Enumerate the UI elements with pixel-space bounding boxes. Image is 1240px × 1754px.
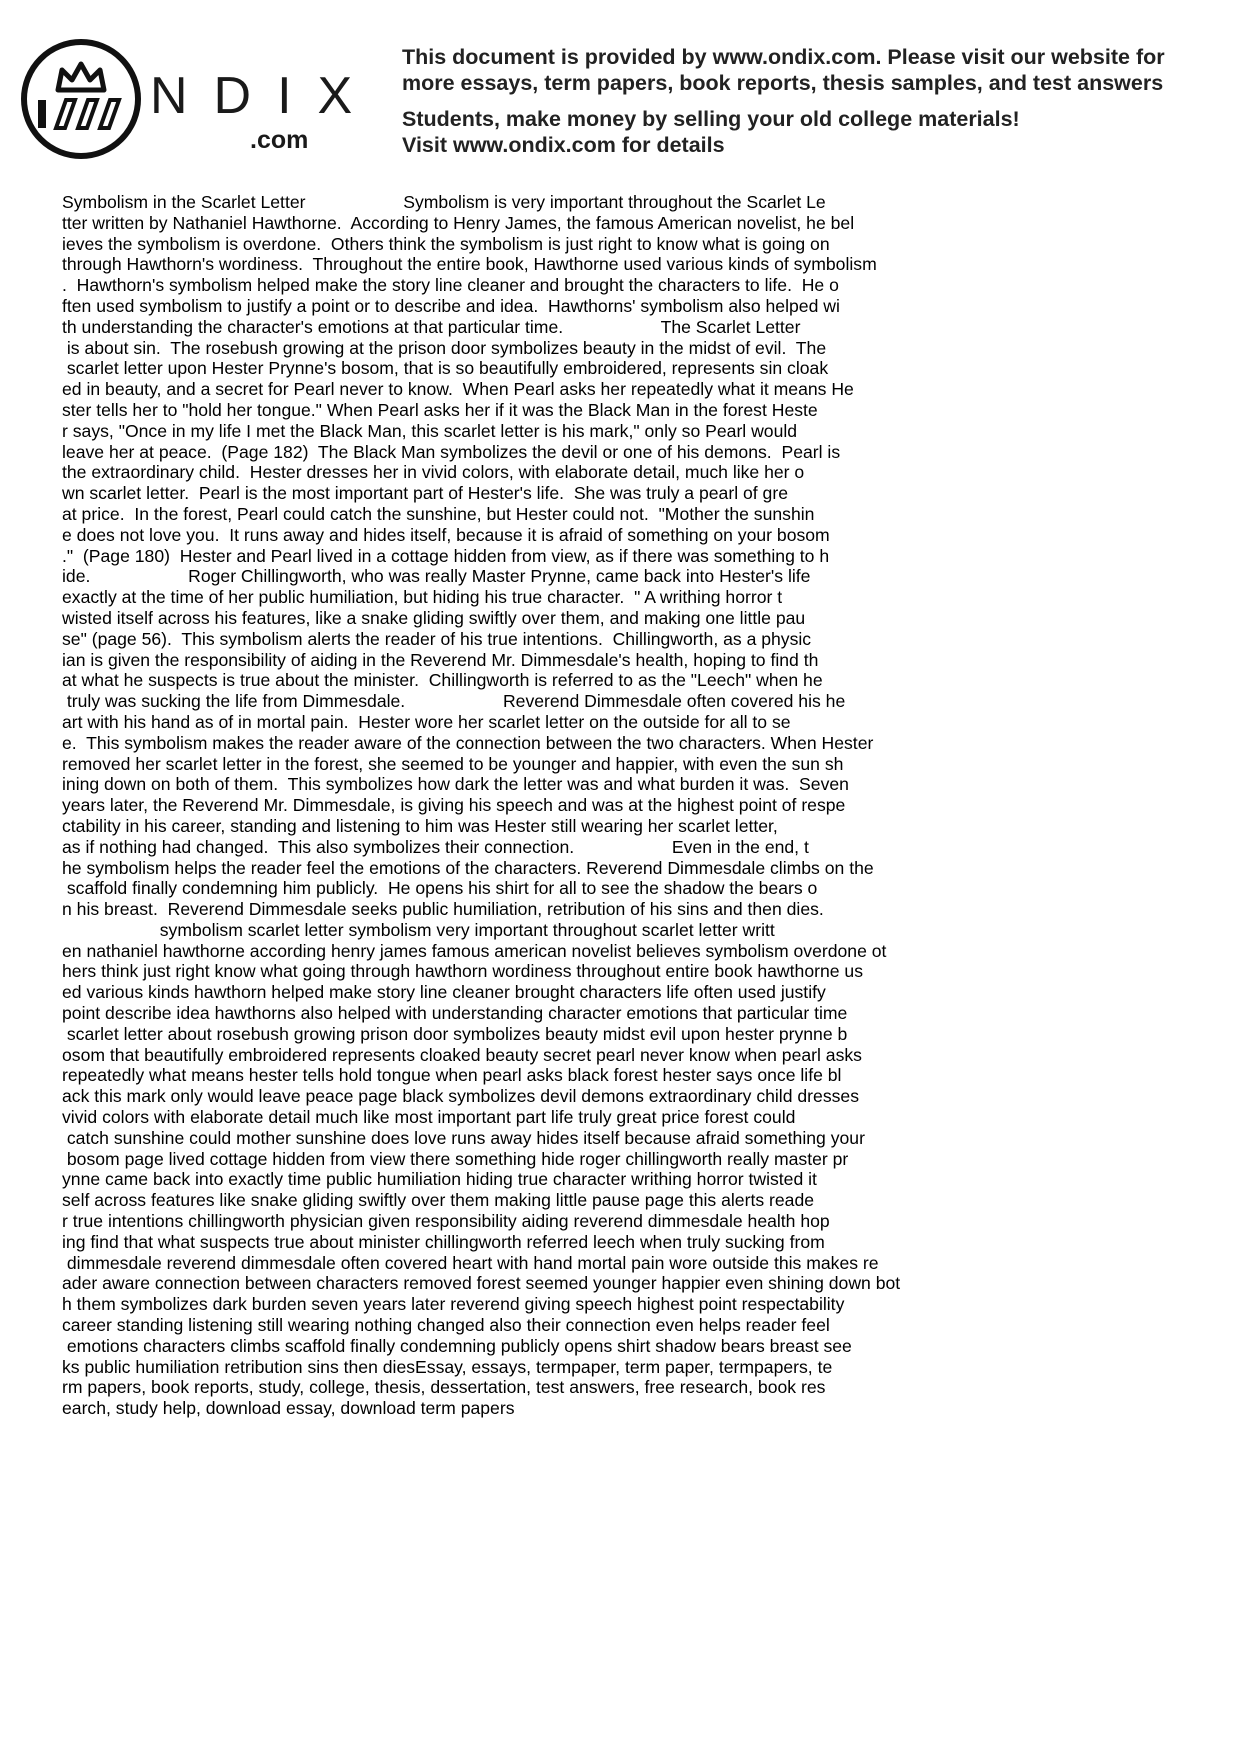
essay-line: ed in beauty, and a secret for Pearl never to know. When Pearl asks her repeatedly what it means He xyxy=(62,379,854,400)
essay-line: truly was sucking the life from Dimmesdale. Reverend Dimmesdale often covered his he xyxy=(62,691,846,712)
essay-line: symbolism scarlet letter symbolism very important throughout scarlet letter writt xyxy=(62,919,775,940)
essay-line: ing find that what suspects true about minister chillingworth referred leech when truly sucking from xyxy=(62,1231,825,1252)
essay-line: en nathaniel hawthorne according henry james famous american novelist believes symbolism overdone ot xyxy=(62,940,887,961)
essay-line: scarlet letter about rosebush growing prison door symbolizes beauty midst evil upon hester prynne b xyxy=(62,1023,848,1044)
essay-line: dimmesdale reverend dimmesdale often covered heart with hand mortal pain wore outside this makes re xyxy=(62,1252,879,1273)
essay-line: r true intentions chillingworth physician given responsibility aiding reverend dimmesdale health hop xyxy=(62,1211,830,1232)
brand-domain: .com xyxy=(250,126,309,154)
ondix-crown-logo-icon xyxy=(20,38,142,160)
essay-line: at price. In the forest, Pearl could catch the sunshine, but Hester could not. "Mother the sunshin xyxy=(62,503,815,524)
essay-line: ynne came back into exactly time public humiliation hiding true character writhing horror twisted it xyxy=(62,1169,817,1190)
essay-line: career standing listening still wearing nothing changed also their connection even helps reader feel xyxy=(62,1315,830,1336)
essay-line: the extraordinary child. Hester dresses her in vivid colors, with elaborate detail, much like her o xyxy=(62,462,805,483)
essay-line: rm papers, book reports, study, college, thesis, dessertation, test answers, free research, book res xyxy=(62,1377,826,1398)
essay-line: catch sunshine could mother sunshine does love runs away hides itself because afraid something your xyxy=(62,1127,865,1148)
essay-line: . Hawthorn's symbolism helped make the story line cleaner and brought the characters to life. He o xyxy=(62,275,839,296)
essay-line: r says, "Once in my life I met the Black Man, this scarlet letter is his mark," only so Pearl would xyxy=(62,420,798,441)
essay-line: removed her scarlet letter in the forest, she seemed to be younger and happier, with even the sun sh xyxy=(62,753,844,774)
essay-line: earch, study help, download essay, download term papers xyxy=(62,1398,515,1419)
essay-line: ed various kinds hawthorn helped make story line cleaner brought characters life often used justify xyxy=(62,982,826,1003)
essay-line: th understanding the character's emotions at that particular time. The Scarlet Letter xyxy=(62,316,801,337)
essay-line: point describe idea hawthorns also helped with understanding character emotions that particular time xyxy=(62,1003,848,1024)
essay-line: ." (Page 180) Hester and Pearl lived in a cottage hidden from view, as if there was something to h xyxy=(62,545,830,566)
essay-line: through Hawthorn's wordiness. Throughout the entire book, Hawthorne used various kinds of symbolism xyxy=(62,254,877,275)
essay-line: e does not love you. It runs away and hides itself, because it is afraid of something on your bosom xyxy=(62,524,830,545)
essay-line: leave her at peace. (Page 182) The Black Man symbolizes the devil or one of his demons. Pearl is xyxy=(62,441,841,462)
essay-line: bosom page lived cottage hidden from view there something hide roger chillingworth really master pr xyxy=(62,1148,849,1169)
essay-line: ks public humiliation retribution sins then diesEssay, essays, termpaper, term paper, termpapers, te xyxy=(62,1356,833,1377)
essay-line: ian is given the responsibility of aiding in the Reverend Mr. Dimmesdale's health, hoping to find th xyxy=(62,649,819,670)
essay-body xyxy=(62,192,1192,1419)
essay-line: ide. Roger Chillingworth, who was really Master Prynne, came back into Hester's life xyxy=(62,566,811,587)
essay-line: art with his hand as of in mortal pain. Hester wore her scarlet letter on the outside for all to se xyxy=(62,711,791,732)
essay-line: scaffold finally condemning him publicly. He opens his shirt for all to see the shadow the bears o xyxy=(62,878,818,899)
essay-line: vivid colors with elaborate detail much like most important part life truly great price forest could xyxy=(62,1107,796,1128)
essay-line: is about sin. The rosebush growing at the prison door symbolizes beauty in the midst of evil. The xyxy=(62,337,827,358)
essay-line: ack this mark only would leave peace page black symbolizes devil demons extraordinary child dresses xyxy=(62,1086,859,1107)
promo-line: more essays, term papers, book reports, thesis samples, and test answers xyxy=(402,71,1164,95)
page-header xyxy=(0,0,1240,180)
essay-line: ften used symbolism to justify a point or to describe and idea. Hawthorns' symbolism also helped wi xyxy=(62,295,840,316)
essay-line: ctability in his career, standing and listening to him was Hester still wearing her scarlet letter, xyxy=(62,815,778,836)
essay-line: ster tells her to "hold her tongue." When Pearl asks her if it was the Black Man in the forest Heste xyxy=(62,399,818,420)
essay-line: at what he suspects is true about the minister. Chillingworth is referred to as the "Leech" when he xyxy=(62,670,823,691)
essay-line: osom that beautifully embroidered represents cloaked beauty secret pearl never know when pearl asks xyxy=(62,1044,862,1065)
brand-wordmark: NDIX xyxy=(150,67,379,125)
essay-line: emotions characters climbs scaffold finally condemning publicly opens shirt shadow bears breast see xyxy=(62,1335,852,1356)
essay-line: scarlet letter upon Hester Prynne's bosom, that is so beautifully embroidered, represents sin cloak xyxy=(62,358,829,379)
essay-line: se" (page 56). This symbolism alerts the reader of his true intentions. Chillingworth, as a physic xyxy=(62,628,812,649)
promo-line: Visit www.ondix.com for details xyxy=(402,133,725,157)
essay-line: tter written by Nathaniel Hawthorne. According to Henry James, the famous American novelist, he bel xyxy=(62,212,855,233)
essay-line: repeatedly what means hester tells hold tongue when pearl asks black forest hester says once life bl xyxy=(62,1065,842,1086)
essay-line: as if nothing had changed. This also symbolizes their connection. Even in the end, t xyxy=(62,836,809,857)
essay-line: n his breast. Reverend Dimmesdale seeks public humiliation, retribution of his sins and then dies. xyxy=(62,899,824,920)
promo-line: This document is provided by www.ondix.com. Please visit our website for xyxy=(402,45,1165,69)
essay-line: ining down on both of them. This symbolizes how dark the letter was and what burden it was. Seven xyxy=(62,774,849,795)
essay-line: years later, the Reverend Mr. Dimmesdale, is giving his speech and was at the highest point of respe xyxy=(62,795,846,816)
essay-line: he symbolism helps the reader feel the emotions of the characters. Reverend Dimmesdale climbs on the xyxy=(62,857,874,878)
promo-notice xyxy=(402,44,1165,158)
essay-line: wisted itself across his features, like a snake gliding swiftly over them, and making one little pau xyxy=(62,607,806,628)
essay-line: Symbolism in the Scarlet Letter Symbolism is very important throughout the Scarlet Le xyxy=(62,192,826,212)
essay-line: wn scarlet letter. Pearl is the most important part of Hester's life. She was truly a pearl of gre xyxy=(62,483,788,504)
essay-line: e. This symbolism makes the reader aware of the connection between the two characters. When Hester xyxy=(62,732,874,753)
essay-line: ader aware connection between characters removed forest seemed younger happier even shining down bot xyxy=(62,1273,901,1294)
essay-line: self across features like snake gliding swiftly over them making little pause page this alerts reade xyxy=(62,1190,815,1211)
promo-line: Students, make money by selling your old college materials! xyxy=(402,107,1020,131)
essay-line: h them symbolizes dark burden seven years later reverend giving speech highest point respectability xyxy=(62,1294,845,1315)
essay-line: ieves the symbolism is overdone. Others think the symbolism is just right to know what is going on xyxy=(62,233,830,254)
essay-line: exactly at the time of her public humiliation, but hiding his true character. " A writhing horror t xyxy=(62,587,783,608)
essay-line: hers think just right know what going through hawthorn wordiness throughout entire book hawthorne us xyxy=(62,961,863,982)
